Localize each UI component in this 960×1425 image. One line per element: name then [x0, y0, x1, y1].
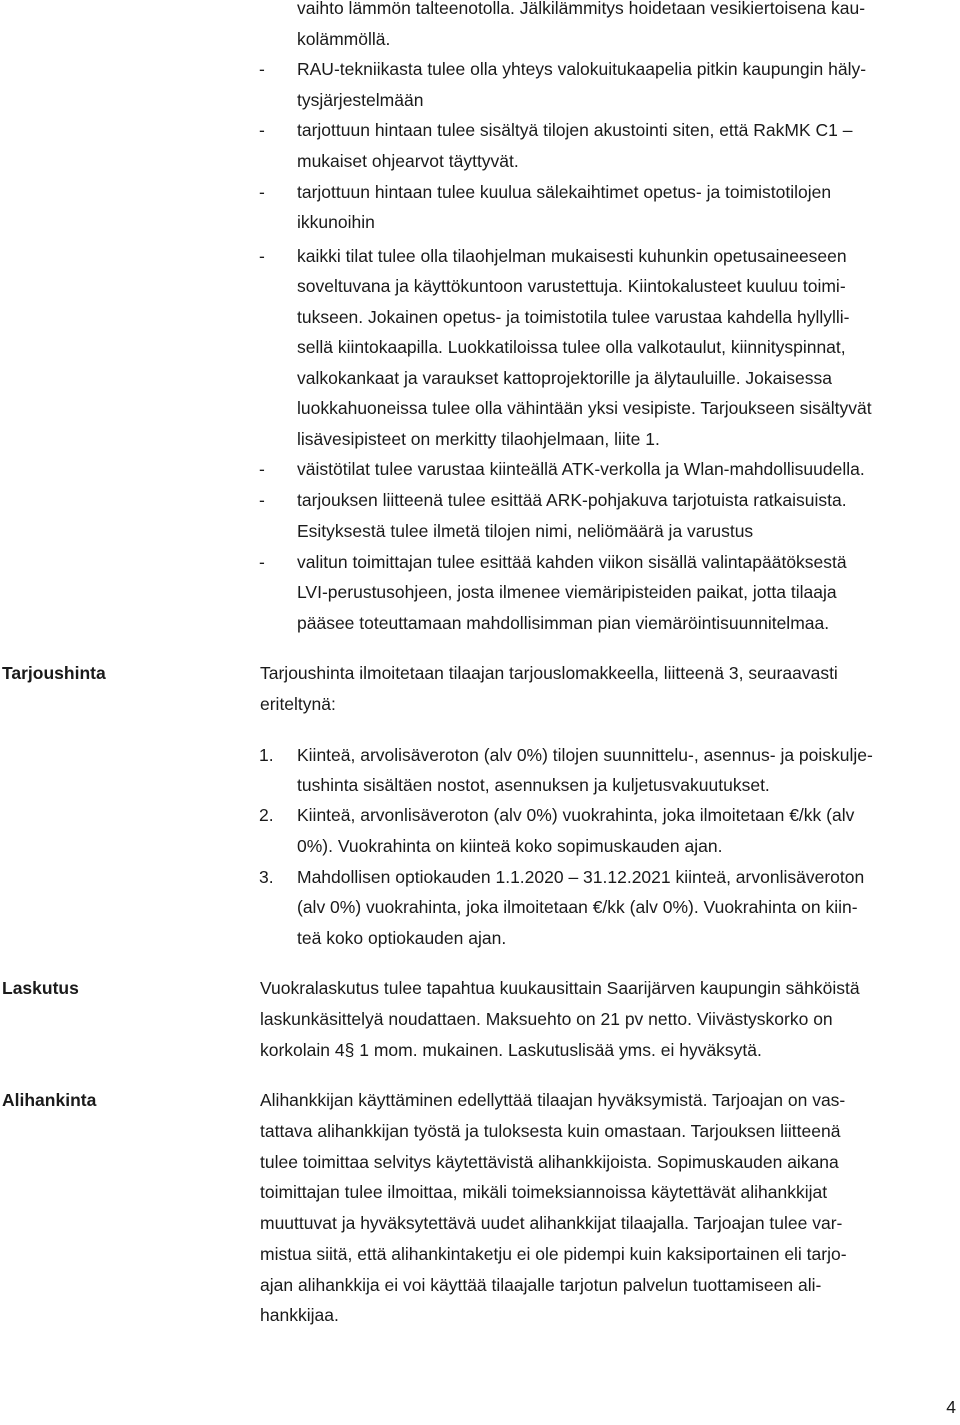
bullet-marker: - [259, 552, 265, 572]
bullet-marker: - [259, 246, 265, 266]
bullet-line: tarjottuun hintaan tulee kuulua sälekaihtimet opetus- ja toimistotilojen [297, 182, 832, 202]
section-text-line: ajan alihankkija ei voi käyttää tilaajalle tarjotun palvelun tuottamiseen ali- [260, 1275, 822, 1295]
bullet-line: valitun toimittajan tulee esittää kahden viikon sisällä valintapäätöksestä [297, 552, 847, 572]
section-text-line: eriteltynä: [260, 694, 336, 714]
bullet-line: valkokankaat ja varaukset kattoprojektorille ja älytauluille. Jokaisessa [297, 368, 832, 388]
list-item-number: 2. [259, 805, 274, 825]
bullet-marker: - [259, 59, 265, 79]
list-intro-line: vaihto lämmön talteenotolla. Jälkilämmitys hoidetaan vesikiertoisena kau- [297, 0, 866, 18]
list-item-line: teä koko optiokauden ajan. [297, 928, 507, 948]
bullet-marker: - [259, 182, 265, 202]
bullet-line: luokkahuoneissa tulee olla vähintään yksi vesipiste. Tarjoukseen sisältyvät [297, 398, 872, 418]
section-heading-tarjoushinta: Tarjoushinta [2, 663, 106, 683]
list-item-line: 0%). Vuokrahinta on kiinteä koko sopimuskauden ajan. [297, 836, 723, 856]
bullet-line: lisävesipisteet on merkitty tilaohjelmaan, liite 1. [297, 429, 660, 449]
bullet-line: mukaiset ohjearvot täyttyvät. [297, 151, 519, 171]
bullet-line: tukseen. Jokainen opetus- ja toimistotila tulee varustaa kahdella hyllylli- [297, 307, 850, 327]
section-text-line: tulee toimittaa selvitys käytettävistä alihankkijoista. Sopimuskauden aikana [260, 1152, 839, 1172]
section-text-line: laskunkäsittelyä noudattaen. Maksuehto on 21 pv netto. Viivästyskorko on [260, 1009, 833, 1029]
section-heading-alihankinta: Alihankinta [2, 1090, 97, 1110]
bullet-line: tarjottuun hintaan tulee sisältyä tilojen akustointi siten, että RakMK C1 – [297, 120, 853, 140]
bullet-line: pääsee toteuttamaan mahdollisimman pian viemäröintisuunnitelmaa. [297, 613, 830, 633]
list-item-line: Kiinteä, arvolisäveroton (alv 0%) tilojen suunnittelu-, asennus- ja poiskulje- [297, 745, 873, 765]
list-item-line: (alv 0%) vuokrahinta, joka ilmoitetaan €/kk (alv 0%). Vuokrahinta on kiin- [297, 897, 858, 917]
section-text-line: Alihankkijan käyttäminen edellyttää tilaajan hyväksymistä. Tarjoajan on vas- [260, 1090, 846, 1110]
list-item-line: Kiinteä, arvonlisäveroton (alv 0%) vuokrahinta, joka ilmoitetaan €/kk (alv [297, 805, 855, 825]
bullet-line: tarjouksen liitteenä tulee esittää ARK-pohjakuva tarjotuista ratkaisuista. [297, 490, 847, 510]
list-item-line: tushinta sisältäen nostot, asennuksen ja kuljetusvakuutukset. [297, 775, 770, 795]
bullet-line: väistötilat tulee varustaa kiinteällä ATK-verkolla ja Wlan-mahdollisuudella. [297, 459, 865, 479]
bullet-line: Esityksestä tulee ilmetä tilojen nimi, neliömäärä ja varustus [297, 521, 754, 541]
section-text-line: mistua siitä, että alihankintaketju ei ole pidempi kuin kaksiportainen eli tarjo- [260, 1244, 847, 1264]
bullet-line: kaikki tilat tulee olla tilaohjelman mukaisesti kuhunkin opetusaineeseen [297, 246, 847, 266]
section-heading-laskutus: Laskutus [2, 978, 79, 998]
list-item-number: 1. [259, 745, 274, 765]
section-text-line: korkolain 4§ 1 mom. mukainen. Laskutuslisää yms. ei hyväksytä. [260, 1040, 762, 1060]
section-text-line: hankkijaa. [260, 1305, 339, 1325]
section-text-line: Vuokralaskutus tulee tapahtua kuukausittain Saarijärven kaupungin sähköistä [260, 978, 860, 998]
section-text-line: tattava alihankkijan työstä ja tuloksesta kuin omastaan. Tarjouksen liitteenä [260, 1121, 841, 1141]
bullet-marker: - [259, 490, 265, 510]
bullet-marker: - [259, 120, 265, 140]
list-item-number: 3. [259, 867, 274, 887]
bullet-line: tysjärjestelmään [297, 90, 424, 110]
bullet-line: soveltuvana ja käyttökuntoon varustettuja. Kiintokalusteet kuuluu toimi- [297, 276, 846, 296]
list-intro-line: kolämmöllä. [297, 29, 391, 49]
bullet-line: ikkunoihin [297, 212, 375, 232]
bullet-line: sellä kiintokaapilla. Luokkatiloissa tulee olla valkotaulut, kiinnityspinnat, [297, 337, 846, 357]
page-number: 4 [946, 1397, 956, 1417]
section-text-line: toimittajan tulee ilmoittaa, mikäli toimeksiannoissa käytettävät alihankkijat [260, 1182, 828, 1202]
section-text-line: muuttuvat ja hyväksytettävä uudet alihankkijat tilaajalla. Tarjoajan tulee var- [260, 1213, 843, 1233]
bullet-line: RAU-tekniikasta tulee olla yhteys valokuitukaapelia pitkin kaupungin häly- [297, 59, 867, 79]
bullet-line: LVI-perustusohjeen, josta ilmenee viemäripisteiden paikat, jotta tilaaja [297, 582, 837, 602]
bullet-marker: - [259, 459, 265, 479]
section-text-line: Tarjoushinta ilmoitetaan tilaajan tarjouslomakkeella, liitteenä 3, seuraavasti [260, 663, 838, 683]
list-item-line: Mahdollisen optiokauden 1.1.2020 – 31.12.2021 kiinteä, arvonlisäveroton [297, 867, 865, 887]
